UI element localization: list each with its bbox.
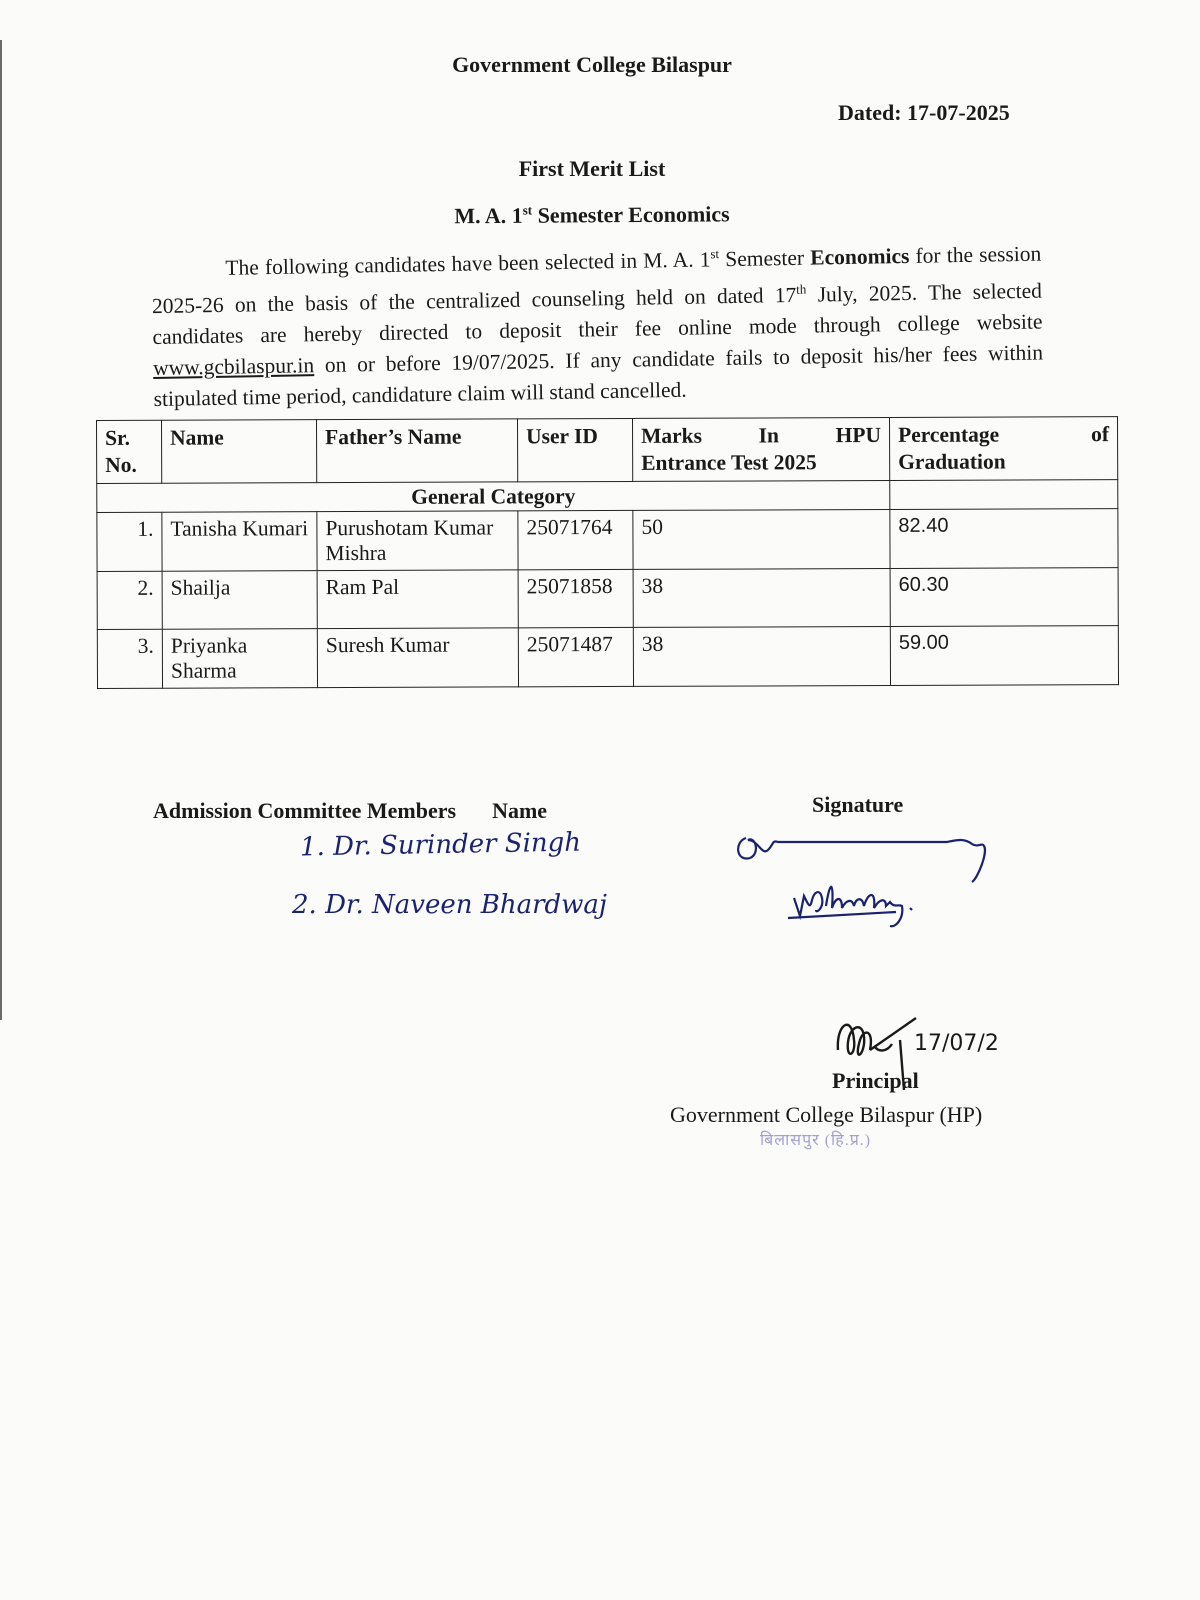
course-title-prefix: M. A. 1: [454, 202, 523, 229]
table-row: [97, 509, 1118, 572]
principal-signed-date: 17/07/2: [914, 1031, 999, 1056]
cell-name: Tanisha Kumari: [162, 512, 317, 572]
cell-father: Purushotam Kumar Mishra: [317, 511, 518, 571]
header-sr-no: [97, 420, 162, 483]
category-empty-cell: [890, 480, 1118, 510]
principal-title: Principal: [832, 1068, 919, 1093]
cell-percentage: 82.40: [890, 509, 1118, 569]
course-title: [0, 198, 1184, 233]
intro-sup: th: [796, 281, 807, 297]
committee-name-heading: Name: [492, 798, 548, 823]
course-title-sup: st: [522, 202, 533, 218]
header-pct-word: Percentage: [898, 422, 1000, 447]
intro-text: July, 2025. The selected candidates are hereby directed to deposit their fee online mode through college website: [152, 278, 1043, 350]
scan-edge-line: [0, 40, 2, 1020]
header-pct-word: of: [1091, 422, 1110, 447]
intro-subject: Economics: [810, 243, 910, 270]
cell-name: Shailja: [162, 571, 317, 630]
dated-line: Dated: 17-07-2025: [838, 100, 1010, 125]
course-title-suffix: Semester Economics: [532, 201, 730, 228]
category-label: General Category: [97, 480, 890, 512]
table-header-row: [97, 417, 1118, 484]
cell-father: Ram Pal: [317, 570, 518, 629]
college-heading: Government College Bilaspur: [452, 52, 732, 77]
website-link[interactable]: www.gcbilaspur.in: [152, 353, 315, 381]
cell-user-id: 25071858: [518, 569, 633, 627]
header-marks-word: HPU: [835, 422, 882, 448]
table-row: [97, 568, 1118, 630]
header-percentage: [889, 417, 1117, 481]
signature-member-2: [786, 870, 946, 940]
header-father-name: Father’s Name: [317, 419, 518, 483]
header-user-id: User ID: [517, 418, 632, 481]
stamp-text: बिलासपुर (हि.प्र.): [760, 1132, 872, 1149]
principal-college: Government College Bilaspur (HP): [670, 1102, 983, 1127]
committee-heading: [153, 798, 547, 824]
header-marks-word: Marks: [641, 423, 703, 448]
header-marks-word: In: [758, 423, 780, 448]
intro-paragraph: [151, 232, 1044, 415]
header-pct-line2: Graduation: [898, 449, 1006, 474]
category-row: [97, 480, 1118, 513]
intro-text: The following candidates have been selected in M. A. 1: [225, 247, 711, 280]
cell-sr: 2.: [97, 571, 162, 629]
cell-marks: 38: [633, 568, 890, 627]
table-row: [97, 626, 1118, 689]
intro-text: on or before 19/07/2025. If any candidate fails to deposit his/her fees within stipulated time period, candidature claim will stand cancelled.: [153, 340, 1044, 412]
cell-name: Priyanka Sharma: [162, 629, 317, 689]
cell-percentage: 59.00: [890, 626, 1118, 686]
cell-father: Suresh Kumar: [317, 628, 518, 688]
header-sr-line1: Sr.: [105, 425, 131, 450]
cell-marks: 50: [633, 509, 890, 569]
committee-member-2: 2. Dr. Naveen Bhardwaj: [292, 890, 607, 920]
intro-text: for the session 2025-26 on the basis of the centralized counseling held on dated 17: [151, 241, 1042, 319]
merit-table: [96, 416, 1119, 689]
merit-list-title: First Merit List: [518, 156, 666, 181]
intro-text: Semester: [718, 245, 811, 272]
intro-sup: st: [710, 246, 720, 262]
cell-user-id: 25071487: [518, 627, 633, 686]
cell-sr: 1.: [97, 512, 162, 571]
cell-marks: 38: [633, 626, 890, 686]
header-sr-line2: No.: [105, 452, 137, 477]
signature-heading: Signature: [812, 792, 904, 817]
cell-sr: 3.: [97, 629, 162, 688]
header-marks-line2: Entrance Test 2025: [641, 450, 817, 475]
committee-label: Admission Committee Members: [153, 798, 457, 823]
cell-user-id: 25071764: [518, 510, 633, 569]
header-marks: [632, 417, 889, 481]
header-name: Name: [162, 420, 317, 484]
cell-percentage: 60.30: [890, 568, 1118, 627]
committee-member-1: 1. Dr. Surinder Singh: [299, 827, 582, 863]
